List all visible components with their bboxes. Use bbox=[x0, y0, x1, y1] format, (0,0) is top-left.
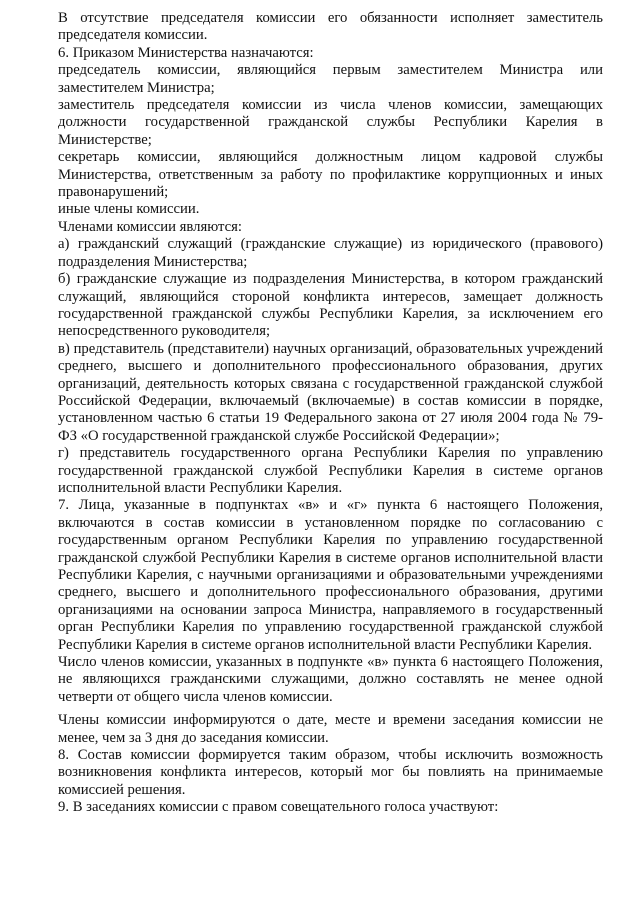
paragraph-members-notified: Члены комиссии информируются о дате, месте и времени заседания комиссии не менее, чем за 3 дня до заседания комиссии. bbox=[58, 712, 603, 746]
paragraph-8: 8. Состав комиссии формируется таким образом, чтобы исключить возможность возникновения конфликта интересов, который мог бы повлиять на принимаемые комиссией решения. bbox=[58, 747, 603, 798]
paragraph-item-v: в) представитель (представители) научных организаций, образовательных учреждений среднего, высшего и дополнительного профессионального образования, других организаций, деятельность которых связана с государственной гражданской службой Российской Федерации, включаемый (включаемые) в состав комиссии в порядке, установленном частью 6 статьи 19 Федерального закона от 27 июля 2004 года № 79-ФЗ «О государственной гражданской службе Российской Федерации»; bbox=[58, 340, 603, 444]
paragraph-secretary: секретарь комиссии, являющийся должностным лицом кадровой службы Министерства, ответственным за работу по профилактике коррупционных и иных правонарушений; bbox=[58, 149, 603, 201]
paragraph-6-heading: 6. Приказом Министерства назначаются: bbox=[58, 44, 314, 61]
paragraph-other-members: иные члены комиссии. bbox=[58, 201, 200, 218]
paragraph-member-count: Число членов комиссии, указанных в подпункте «в» пункта 6 настоящего Положения, не являющихся гражданскими служащими, должно составлять не менее одной четверти от общего числа членов комиссии. bbox=[58, 654, 603, 705]
paragraph-chairman-absence: В отсутствие председателя комиссии его обязанности исполняет заместитель председателя комиссии. bbox=[58, 10, 603, 44]
paragraph-7: 7. Лица, указанные в подпунктах «в» и «г» пункта 6 настоящего Положения, включаются в состав комиссии в установленном порядке по согласованию с государственным органом Республики Карелия по управлению государственной гражданской службой Республики Карелия в системе органов исполнительной власти Республики Карелия, с научными организациями и образовательными учреждениями среднего, высшего и дополнительного профессионального образования, другими организациями на основании запроса Министра, направляемого в государственный орган Республики Карелия по управлению государственной гражданской службой Республики Карелия в системе органов исполнительной власти Республики Карелия. bbox=[58, 497, 603, 653]
paragraph-item-b: б) гражданские служащие из подразделения Министерства, в котором гражданский служащий, являющийся стороной конфликта интересов, замещает должность государственной гражданской службы Республики Карелия, за исключением его непосредственного руководителя; bbox=[58, 271, 603, 340]
paragraph-chairman: председатель комиссии, являющийся первым заместителем Министра или заместителем Министра; bbox=[58, 62, 603, 96]
paragraph-deputy-chairman: заместитель председателя комиссии из числа членов комиссии, замещающих должности государственной гражданской службы Республики Карелия в Министерстве; bbox=[58, 97, 603, 148]
document-page bbox=[58, 10, 603, 817]
paragraph-members-heading: Членами комиссии являются: bbox=[58, 218, 242, 235]
paragraph-item-a: а) гражданский служащий (гражданские служащие) из юридического (правового) подразделения Министерства; bbox=[58, 236, 603, 270]
paragraph-item-g: г) представитель государственного органа Республики Карелия по управлению государственной гражданской службой Республики Карелия в системе органов исполнительной власти Республики Карелия. bbox=[58, 445, 603, 496]
paragraph-9: 9. В заседаниях комиссии с правом совещательного голоса участвуют: bbox=[58, 799, 499, 816]
